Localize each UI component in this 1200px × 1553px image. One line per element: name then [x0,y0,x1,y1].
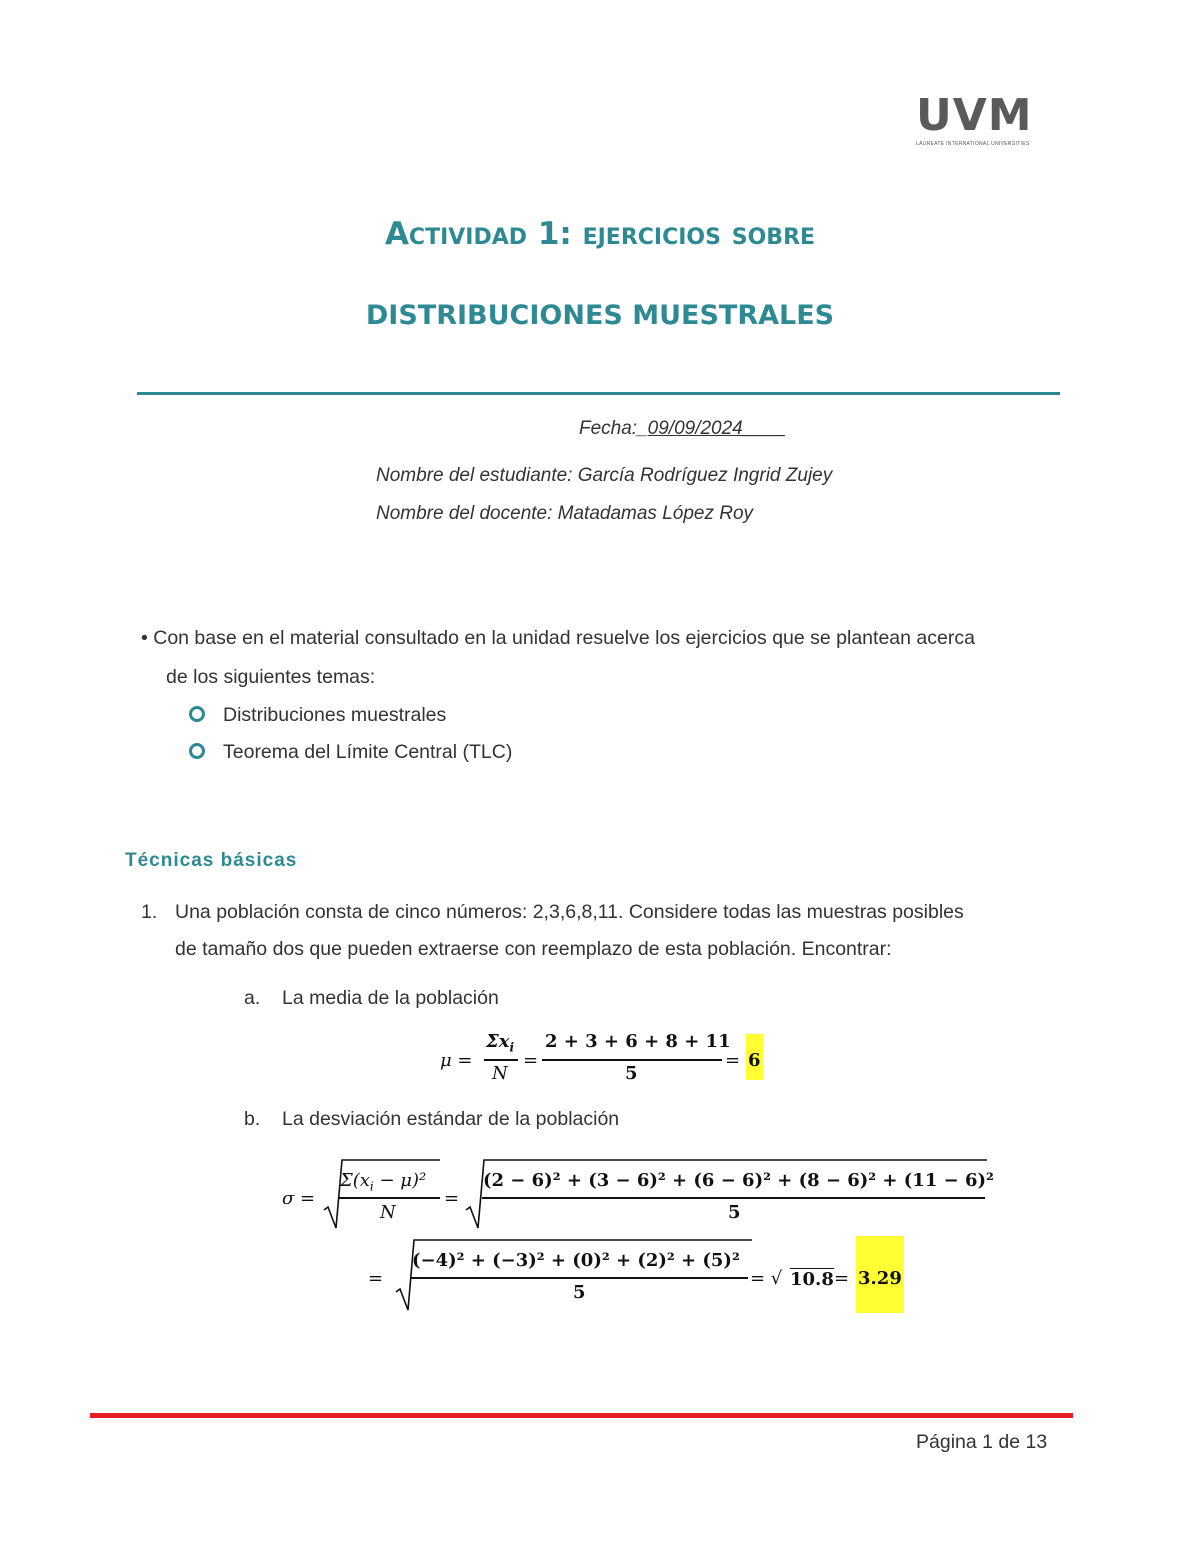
page-number: Página 1 de 13 [916,1431,1048,1453]
sd-numerator-1 [340,1170,426,1194]
subscript-i: i [369,1179,374,1194]
topic-item: Teorema del Límite Central (TLC) [223,741,513,763]
sqrt-radical-icon [464,1152,989,1230]
bullet-circle-icon [189,743,205,759]
student-name: Nombre del estudiante: García Rodríguez Ingrid Zujey [376,465,833,486]
mean-result-highlight: 6 [746,1034,763,1080]
mu-symbol: μ = [440,1050,473,1071]
sd-denominator-2: 5 [728,1202,741,1223]
document-title-line1: Actividad 1: ejercicios sobre [384,216,816,252]
problem-line2: de tamaño dos que pueden extraerse con reemplazo de esta población. Encontrar: [175,938,892,960]
section-title: Técnicas básicas [125,850,298,871]
equals-sign: = [444,1188,460,1209]
teacher-name: Nombre del docente: Matadamas López Roy [376,503,754,524]
fraction-bar [482,1197,985,1199]
subscript-i: i [509,1040,515,1055]
fraction-bar [542,1059,722,1061]
equals-sign: = [368,1268,384,1289]
sd-equation-line1 [280,1150,1000,1230]
sd-equation-line2 [360,1232,920,1314]
date-value: 09/09/2024____ [647,418,786,439]
equals-sign: = [725,1050,741,1071]
mean-numerator-1 [486,1031,514,1055]
mean-denominator-2: 5 [625,1063,638,1084]
equals-sqrt: = √ [750,1268,783,1289]
subitem-b-text: La desviación estándar de la población [282,1108,620,1130]
bullet-circle-icon [189,706,205,722]
document-title-line2: DISTRIBUCIONES MUESTRALES [365,300,835,331]
fraction-bar [338,1197,440,1199]
mean-denominator-1: N [492,1063,508,1084]
subitem-a-text: La media de la población [282,987,499,1009]
sd-numerator-2: (2 − 6)² + (3 − 6)² + (6 − 6)² + (8 − 6)² + (11 − 6)² [483,1170,994,1191]
subitem-b-label: b. [244,1108,261,1130]
uvm-logo: UVM [916,90,1033,141]
sd-numerator-3: (−4)² + (−3)² + (0)² + (2)² + (5)² [412,1250,740,1271]
footer-divider [90,1413,1073,1418]
subitem-a-label: a. [244,987,261,1009]
topic-item: Distribuciones muestrales [223,704,447,726]
sd-result-highlight: 3.29 [856,1236,904,1313]
title-divider [137,392,1060,395]
mean-numerator-2: 2 + 3 + 6 + 8 + 11 [545,1031,731,1052]
equals-sign: = [523,1050,539,1071]
intro-line2: de los siguientes temas: [166,666,376,688]
problem-line1: Una población consta de cinco números: 2,3,6,8,11. Considere todas las muestras posibles [175,901,964,923]
date-label: Fecha:_ [579,418,648,439]
uvm-logo-tagline: LAUREATE INTERNATIONAL UNIVERSITIES [916,141,1030,147]
fraction-bar [484,1059,518,1061]
date-line [579,418,785,440]
fraction-bar [410,1277,748,1279]
sigma-symbol: σ = [282,1188,316,1209]
sum-x: Σx [486,1031,510,1052]
sum-term: Σ(x [340,1170,370,1191]
intro-line1: • Con base en el material consultado en la unidad resuelve los ejercicios que se plantean acerca [141,627,975,649]
minus-mu-squared: − μ)² [373,1170,427,1191]
equals-sign: = [834,1268,850,1289]
mean-equation [440,1030,770,1090]
sd-denominator-3: 5 [573,1282,586,1303]
problem-number: 1. [141,901,158,923]
sqrt-value: 10.8 [790,1269,834,1290]
sd-denominator-1: N [380,1202,396,1223]
